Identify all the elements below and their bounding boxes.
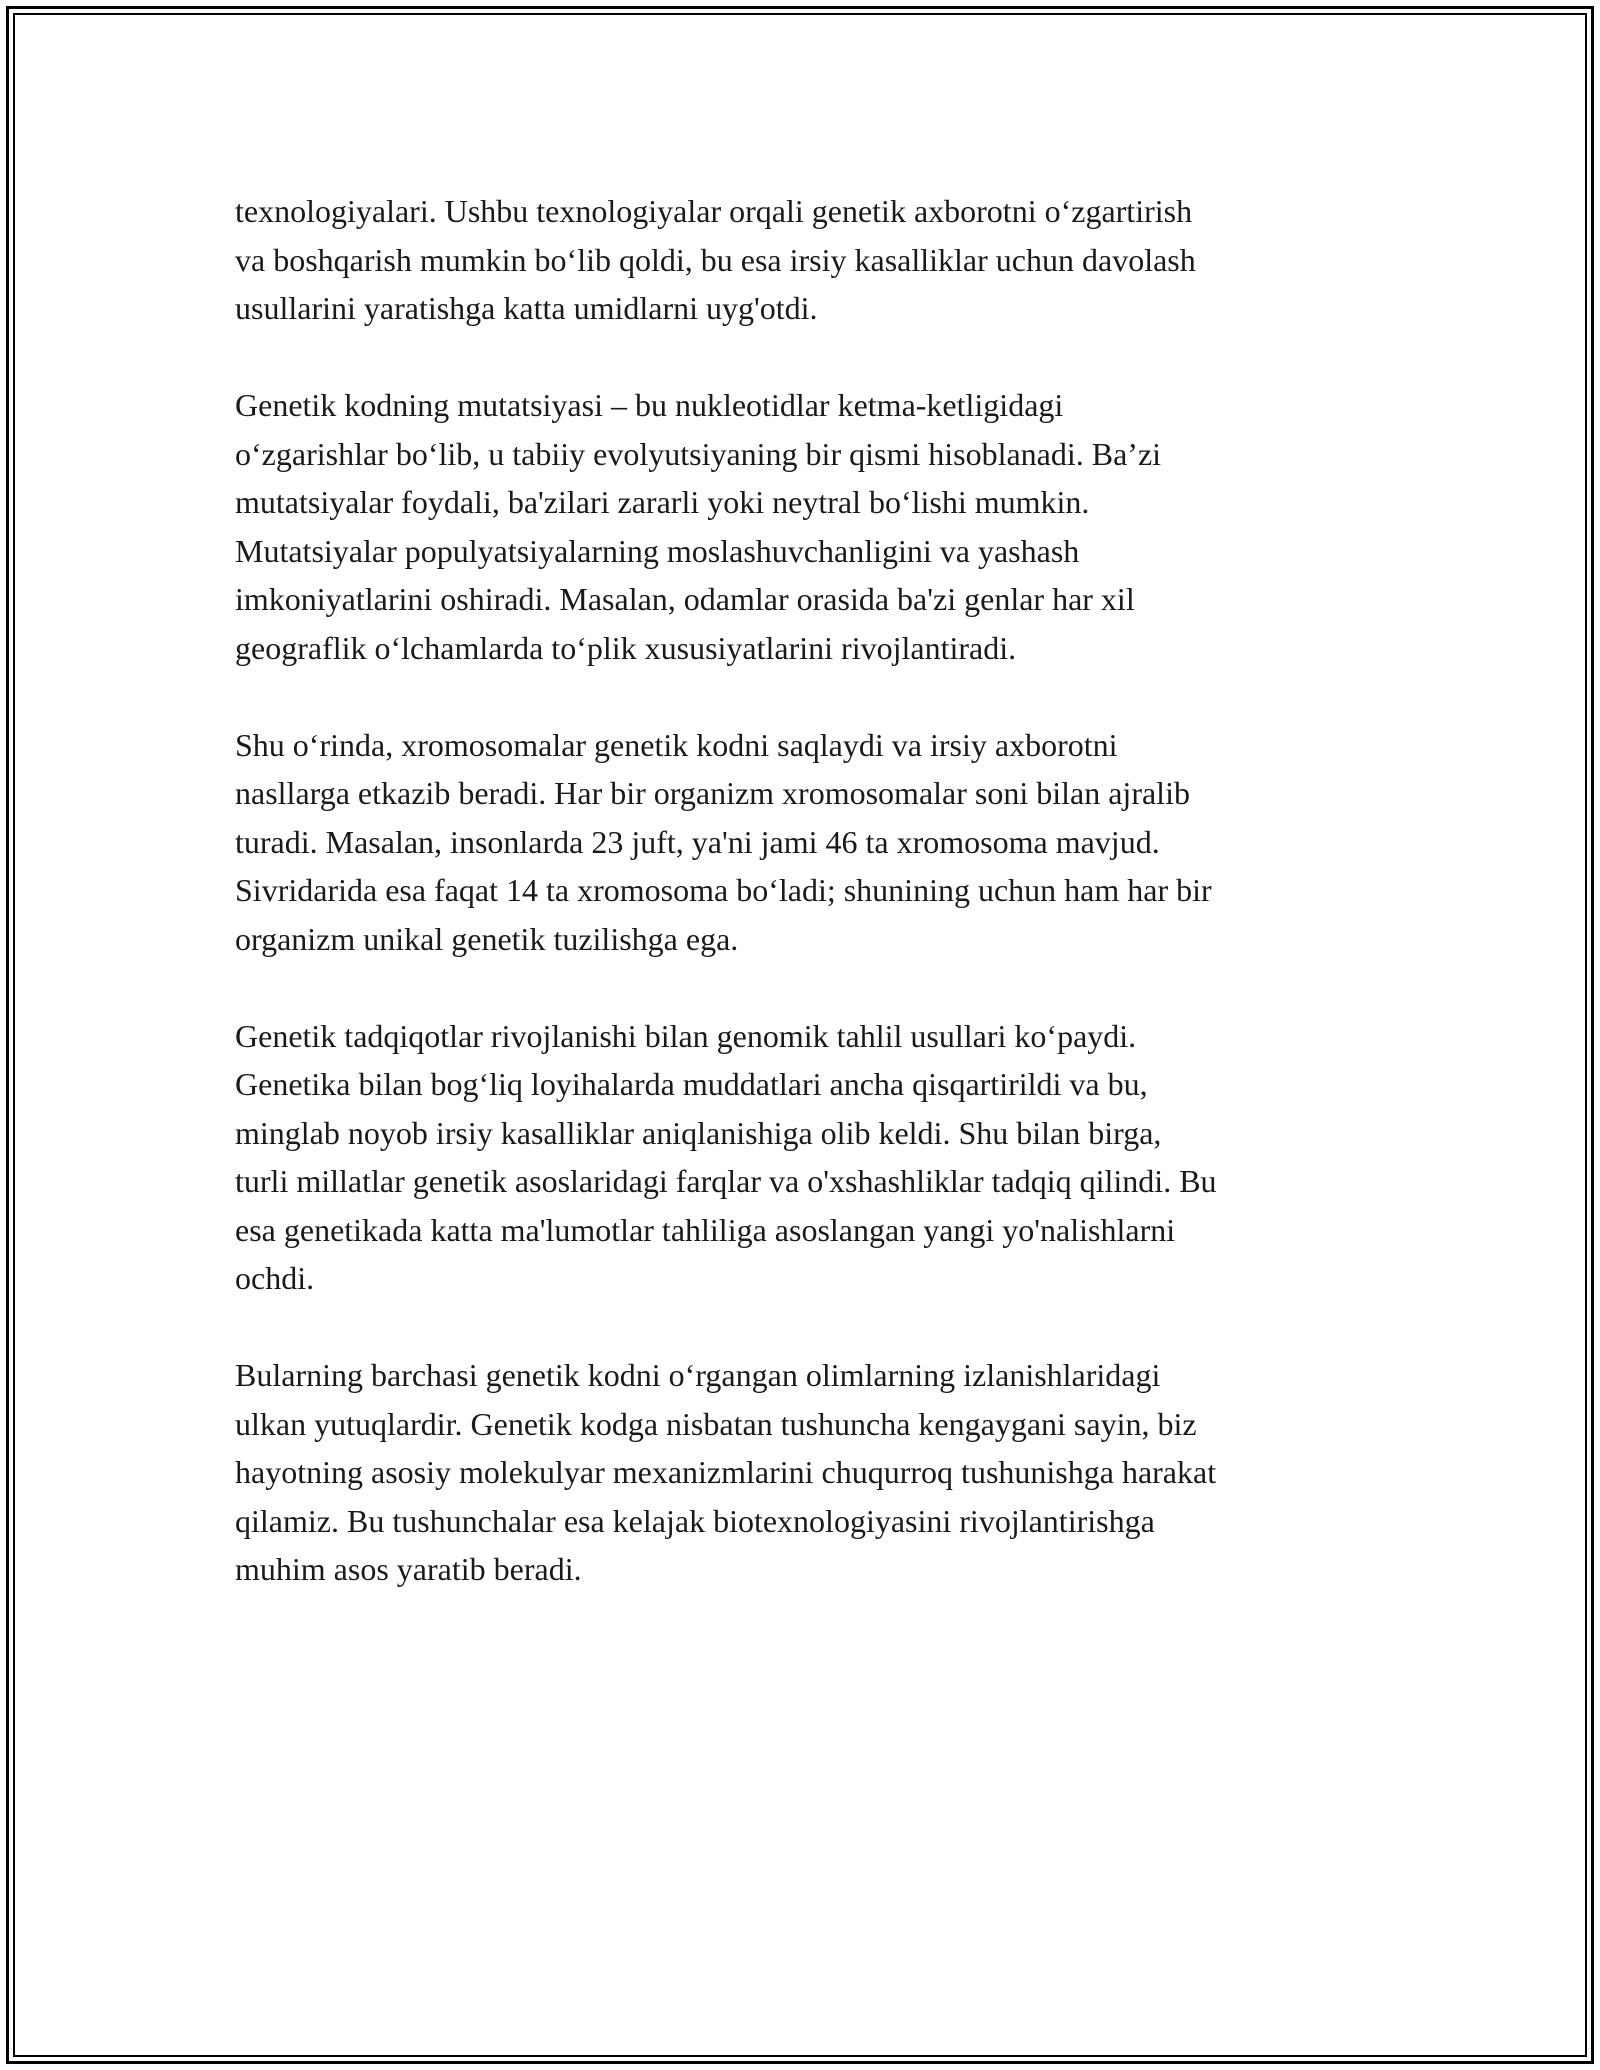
- paragraph-2: Genetik kodning mutatsiyasi – bu nukleotidlar ketma-ketligidagi o‘zgarishlar bo‘lib, u tabiiy evolyutsiyaning bir qismi hisoblanadi. Ba’zi mutatsiyalar foydali, ba'zilari zararli yoki neytral bo‘lishi mumkin. Mutatsiyalar populyatsiyalarning moslashuvchanligini va yashash imkoniyatlarini oshiradi. Masalan, odamlar orasida ba'zi genlar har xil geograflik o‘lchamlarda to‘plik xususiyatlarini rivojlantiradi.: [235, 387, 1162, 666]
- paragraph-3: Shu o‘rinda, xromosomalar genetik kodni saqlaydi va irsiy axborotni nasllarga etkazib beradi. Har bir organizm xromosomalar soni bilan ajralib turadi. Masalan, insonlarda 23 juft, ya'ni jami 46 ta xromosoma mavjud. Sivridarida esa faqat 14 ta xromosoma bo‘ladi; shunining uchun ham har bir organizm unikal genetik tuzilishga ega.: [235, 726, 1212, 957]
- paragraph-1: texnologiyalari. Ushbu texnologiyalar orqali genetik axborotni o‘zgartirish va boshqarish mumkin bo‘lib qoldi, bu esa irsiy kasalliklar uchun davolash usullarini yaratishga katta umidlarni uyg'otdi.: [235, 193, 1196, 326]
- paragraph-4: Genetik tadqiqotlar rivojlanishi bilan genomik tahlil usullari ko‘paydi. Genetika bilan bog‘liq loyihalarda muddatlari ancha qisqartirildi va bu, minglab noyob irsiy kasalliklar aniqlanishiga olib keldi. Shu bilan birga, turli millatlar genetik asoslaridagi farqlar va o'xshashliklar tadqiq qilindi. Bu esa genetikada katta ma'lumotlar tahliliga asoslangan yangi yo'nalishlarni ochdi.: [235, 1017, 1217, 1296]
- paragraph-5: Bularning barchasi genetik kodni o‘rgangan olimlarning izlanishlaridagi ulkan yutuqlardir. Genetik kodga nisbatan tushuncha kengaygani sayin, biz hayotning asosiy molekulyar mexanizmlarini chuqurroq tushunishga harakat qilamiz. Bu tushunchalar esa kelajak biotexnologiyasini rivojlantirishga muhim asos yaratib beradi.: [235, 1357, 1217, 1587]
- document-body: [235, 187, 1375, 1642]
